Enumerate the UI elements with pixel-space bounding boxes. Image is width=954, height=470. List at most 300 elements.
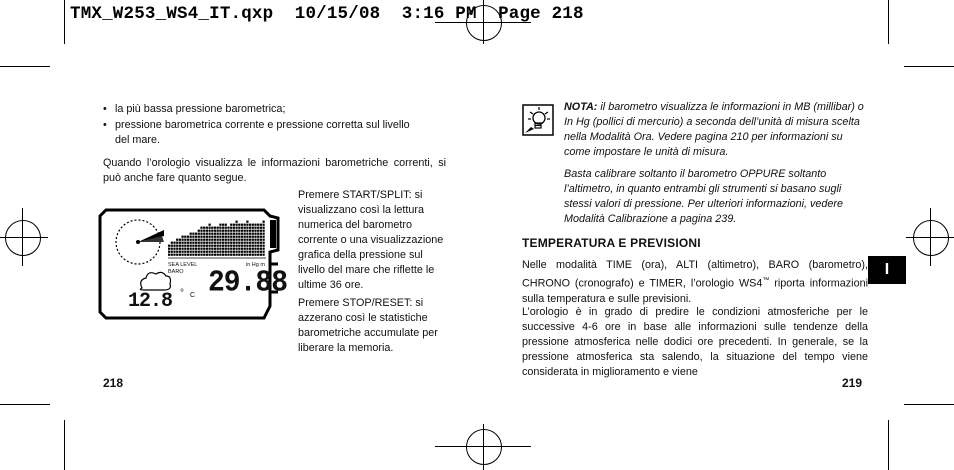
bar-segment xyxy=(233,227,235,229)
bar-segment xyxy=(249,230,251,232)
bar-segment xyxy=(246,239,248,241)
bar-segment xyxy=(184,254,186,256)
bar-segment xyxy=(230,227,232,229)
bar-segment xyxy=(260,254,262,256)
paragraph-temperature xyxy=(522,258,868,307)
bar-segment xyxy=(230,242,232,244)
bar-segment xyxy=(198,236,200,238)
bar-segment xyxy=(222,245,224,247)
bar-segment xyxy=(233,242,235,244)
bar-segment xyxy=(254,233,256,235)
bar-segment xyxy=(222,248,224,250)
bar-segment xyxy=(192,236,194,238)
bar-segment xyxy=(195,233,197,235)
bar-segment xyxy=(249,245,251,247)
bar-segment xyxy=(238,248,240,250)
bar-segment xyxy=(190,248,192,250)
bar-segment xyxy=(244,230,246,232)
bar-segment xyxy=(182,236,184,238)
bar-segment xyxy=(236,245,238,247)
bar-segment xyxy=(206,236,208,238)
bar-segment xyxy=(171,245,173,247)
bar-segment xyxy=(238,245,240,247)
bar-segment xyxy=(219,254,221,256)
bar-segment xyxy=(222,227,224,229)
bar-segment xyxy=(190,242,192,244)
bar-segment xyxy=(241,236,243,238)
file-header: TMX_W253_WS4_IT.qxp 10/15/08 3:16 PM Page 218 xyxy=(70,4,584,24)
bar-segment xyxy=(257,251,259,253)
bar-segment xyxy=(252,233,254,235)
bar-segment xyxy=(168,245,170,247)
bar-segment xyxy=(190,233,192,235)
bar-segment xyxy=(257,236,259,238)
bar-segment xyxy=(206,254,208,256)
bar-segment xyxy=(263,236,265,238)
bar-segment xyxy=(182,245,184,247)
bar-segment xyxy=(260,227,262,229)
bar-segment xyxy=(190,251,192,253)
section-heading: TEMPERATURA E PREVISIONI xyxy=(522,236,701,250)
bar-segment xyxy=(236,224,238,226)
bar-segment xyxy=(195,245,197,247)
bar-segment xyxy=(211,251,213,253)
intro-paragraph: Quando l’orologio visualizza le informazioni barometriche correnti, si può anche fare quanto segue. xyxy=(103,157,446,184)
bar-segment xyxy=(214,236,216,238)
bar-segment xyxy=(263,227,265,229)
bar-segment xyxy=(238,254,240,256)
bar-segment xyxy=(182,251,184,253)
callout-stop-reset: Premere STOP/RESET: si azzerano così le statistiche barometriche accumulate per liberare la memoria. xyxy=(298,297,438,354)
list-item: • pressione barometrica corrente e pressione corretta sul livello del mare. xyxy=(103,118,425,148)
bar-segment xyxy=(233,245,235,247)
bar-segment xyxy=(260,251,262,253)
bar-segment xyxy=(214,227,216,229)
bar-segment xyxy=(225,242,227,244)
bar-segment xyxy=(254,230,256,232)
lightbulb-icon xyxy=(522,104,554,136)
bar-segment xyxy=(230,233,232,235)
bar-segment xyxy=(203,245,205,247)
bar-segment xyxy=(236,248,238,250)
bar-segment xyxy=(203,254,205,256)
bar-segment xyxy=(246,254,248,256)
bar-segment xyxy=(187,248,189,250)
bar-segment xyxy=(244,251,246,253)
bar-segment xyxy=(244,233,246,235)
bar-segment xyxy=(225,227,227,229)
bar-segment xyxy=(217,230,219,232)
bar-segment xyxy=(225,245,227,247)
bar-segment xyxy=(233,230,235,232)
bar-segment xyxy=(211,239,213,241)
bar-segment xyxy=(257,224,259,226)
bar-segment xyxy=(176,251,178,253)
bar-segment xyxy=(184,245,186,247)
bar-segment xyxy=(252,239,254,241)
bar-segment xyxy=(209,239,211,241)
bar-segment xyxy=(219,233,221,235)
bar-segment xyxy=(209,227,211,229)
bar-segment xyxy=(195,239,197,241)
bar-segment xyxy=(225,224,227,226)
bar-segment xyxy=(254,248,256,250)
note-label: NOTA: xyxy=(564,101,598,113)
bar-segment xyxy=(254,254,256,256)
bar-segment xyxy=(249,254,251,256)
bar-segment xyxy=(211,254,213,256)
bar-segment xyxy=(236,221,238,223)
bar-segment xyxy=(222,224,224,226)
callout-start-split: Premere START/SPLIT: si visualizzano così la lettura numerica del barometro corrente o una visualizzazione grafica della pressione sul livello del mare che riflette le ultime 36 ore. xyxy=(298,189,444,291)
bar-segment xyxy=(260,245,262,247)
bar-segment xyxy=(214,242,216,244)
bar-segment xyxy=(217,233,219,235)
bar-segment xyxy=(222,242,224,244)
bar-segment xyxy=(192,242,194,244)
bar-segment xyxy=(217,245,219,247)
bar-segment xyxy=(227,239,229,241)
bar-segment xyxy=(195,251,197,253)
bar-segment xyxy=(233,248,235,250)
bar-segment xyxy=(171,242,173,244)
bar-segment xyxy=(200,236,202,238)
bar-segment xyxy=(198,230,200,232)
bar-segment xyxy=(173,251,175,253)
bar-segment xyxy=(203,233,205,235)
bar-segment xyxy=(200,251,202,253)
bar-segment xyxy=(203,230,205,232)
bar-segment xyxy=(209,236,211,238)
bar-segment xyxy=(244,245,246,247)
bar-segment xyxy=(219,251,221,253)
trademark-symbol: ™ xyxy=(762,277,770,284)
bar-segment xyxy=(241,245,243,247)
bar-segment xyxy=(179,254,181,256)
bar-segment xyxy=(263,233,265,235)
bar-segment xyxy=(203,242,205,244)
bar-segment xyxy=(209,245,211,247)
bar-segment xyxy=(263,254,265,256)
bar-segment xyxy=(263,245,265,247)
bar-segment xyxy=(263,239,265,241)
bar-segment xyxy=(217,251,219,253)
crop-mark xyxy=(888,420,889,470)
bar-segment xyxy=(246,245,248,247)
bar-segment xyxy=(217,227,219,229)
bar-segment xyxy=(211,248,213,250)
bar-segment xyxy=(168,254,170,256)
bar-segment xyxy=(252,251,254,253)
bar-segment xyxy=(246,251,248,253)
bar-segment xyxy=(190,254,192,256)
bar-segment xyxy=(227,242,229,244)
bar-segment xyxy=(252,236,254,238)
bar-segment xyxy=(254,245,256,247)
bar-segment xyxy=(241,224,243,226)
bullet-list xyxy=(103,102,425,149)
bar-segment xyxy=(200,254,202,256)
crop-mark xyxy=(0,66,50,67)
bar-segment xyxy=(198,239,200,241)
bar-segment xyxy=(244,224,246,226)
bar-segment xyxy=(206,239,208,241)
bar-segment xyxy=(252,242,254,244)
bar-segment xyxy=(211,245,213,247)
crop-mark xyxy=(888,0,889,44)
bar-segment xyxy=(236,242,238,244)
bar-segment xyxy=(187,239,189,241)
bar-segment xyxy=(168,251,170,253)
temperature-reading: 12.8 xyxy=(128,290,173,313)
bar-segment xyxy=(257,230,259,232)
bar-segment xyxy=(244,254,246,256)
bar-segment xyxy=(206,230,208,232)
bar-segment xyxy=(249,236,251,238)
bar-segment xyxy=(227,254,229,256)
bar-segment xyxy=(260,233,262,235)
bar-segment xyxy=(211,233,213,235)
bar-segment xyxy=(219,245,221,247)
bar-segment xyxy=(198,245,200,247)
bar-segment xyxy=(195,236,197,238)
bar-segment xyxy=(227,248,229,250)
bar-segment xyxy=(200,242,202,244)
bar-segment xyxy=(195,242,197,244)
bar-segment xyxy=(252,245,254,247)
bar-segment xyxy=(263,251,265,253)
bar-segment xyxy=(254,251,256,253)
bar-segment xyxy=(209,254,211,256)
bar-segment xyxy=(244,227,246,229)
bar-segment xyxy=(200,245,202,247)
bar-segment xyxy=(176,239,178,241)
bar-segment xyxy=(214,251,216,253)
pressure-reading: 29.88 xyxy=(208,266,288,301)
unit-label: in Hg m xyxy=(246,262,265,268)
bar-segment xyxy=(171,251,173,253)
bar-segment xyxy=(219,242,221,244)
bar-segment xyxy=(195,254,197,256)
bar-segment xyxy=(230,245,232,247)
bar-segment xyxy=(233,224,235,226)
bar-segment xyxy=(249,227,251,229)
bar-segment xyxy=(203,251,205,253)
bar-segment xyxy=(257,245,259,247)
bar-segment xyxy=(200,227,202,229)
bar-segment xyxy=(206,227,208,229)
bar-segment xyxy=(225,254,227,256)
bar-segment xyxy=(200,230,202,232)
bar-segment xyxy=(176,254,178,256)
bar-segment xyxy=(203,239,205,241)
bar-segment xyxy=(254,239,256,241)
bar-segment xyxy=(206,251,208,253)
bar-segment xyxy=(184,239,186,241)
bar-segment xyxy=(184,236,186,238)
paragraph-forecast: L’orologio è in grado di predire le condizioni atmosferiche per le successive 4-6 ore in base alle informazioni sulle tendenze della pressione atmosferica nelle dodici ore precedenti. In generale, se la pressione atmosferica sta salendo, la situazione del tempo viene considerata in miglioramento e viene xyxy=(522,306,868,378)
bar-segment xyxy=(241,251,243,253)
bar-segment xyxy=(209,230,211,232)
bar-segment xyxy=(230,236,232,238)
bar-segment xyxy=(236,233,238,235)
bar-segment xyxy=(209,224,211,226)
bar-segment xyxy=(206,242,208,244)
bar-segment xyxy=(241,230,243,232)
bar-segment xyxy=(249,224,251,226)
bar-segment xyxy=(206,245,208,247)
bar-segment xyxy=(230,248,232,250)
watch-display-illustration xyxy=(98,206,288,322)
bar-segment xyxy=(190,239,192,241)
bar-segment xyxy=(206,233,208,235)
bar-segment xyxy=(222,251,224,253)
bar-segment xyxy=(246,242,248,244)
bar-segment xyxy=(246,227,248,229)
bar-segment xyxy=(257,227,259,229)
bar-segment xyxy=(198,251,200,253)
bar-segment xyxy=(227,227,229,229)
bar-segment xyxy=(236,254,238,256)
bar-segment xyxy=(238,239,240,241)
bar-segment xyxy=(249,242,251,244)
calibration-note: Basta calibrare soltanto il barometro OPPURE soltanto l’altimetro, in quanto entrambi gli strumenti si basano sugli stessi valori di pressione. Per ulteriori informazioni, vedere Modalità Calibrazione a pagina 239. xyxy=(564,168,844,225)
bar-segment xyxy=(211,236,213,238)
bar-segment xyxy=(225,251,227,253)
bar-segment xyxy=(200,239,202,241)
bar-segment xyxy=(222,254,224,256)
note-text: il barometro visualizza le informazioni in MB (millibar) o In Hg (pollici di mercurio) a seconda dell’unità di misura scelta nella Modalità Ora. Vedere pagina 210 per informazioni su come impostare le unità di misura. xyxy=(564,101,864,158)
list-item: • la più bassa pressione barometrica; xyxy=(103,102,425,117)
bar-segment xyxy=(211,227,213,229)
pressure-bar-graph xyxy=(168,221,265,256)
bar-segment xyxy=(233,236,235,238)
bar-segment xyxy=(225,239,227,241)
crop-mark xyxy=(64,0,65,44)
bar-segment xyxy=(249,233,251,235)
bar-segment xyxy=(233,233,235,235)
sea-level-label: SEA LEVEL xyxy=(168,262,198,268)
bar-segment xyxy=(214,230,216,232)
bar-segment xyxy=(236,251,238,253)
bar-segment xyxy=(252,227,254,229)
bar-segment xyxy=(171,248,173,250)
bar-segment xyxy=(219,224,221,226)
bar-segment xyxy=(190,245,192,247)
bar-segment xyxy=(260,230,262,232)
bar-segment xyxy=(211,230,213,232)
bar-segment xyxy=(187,254,189,256)
bar-segment xyxy=(249,239,251,241)
bar-segment xyxy=(203,227,205,229)
bar-segment xyxy=(260,224,262,226)
bar-segment xyxy=(257,254,259,256)
bar-segment xyxy=(184,242,186,244)
bar-segment xyxy=(227,233,229,235)
bar-segment xyxy=(246,236,248,238)
bar-segment xyxy=(219,230,221,232)
bar-segment xyxy=(217,248,219,250)
bar-segment xyxy=(176,245,178,247)
bar-segment xyxy=(230,251,232,253)
bar-segment xyxy=(198,248,200,250)
bar-segment xyxy=(222,230,224,232)
bar-segment xyxy=(214,233,216,235)
bar-segment xyxy=(190,236,192,238)
bar-segment xyxy=(233,239,235,241)
bar-segment xyxy=(263,224,265,226)
bar-segment xyxy=(225,233,227,235)
page-number-left: 218 xyxy=(103,376,124,390)
bar-segment xyxy=(192,251,194,253)
bar-segment xyxy=(211,242,213,244)
bar-segment xyxy=(182,248,184,250)
bar-segment xyxy=(260,248,262,250)
bar-segment xyxy=(252,254,254,256)
bar-segment xyxy=(209,251,211,253)
crop-mark xyxy=(64,420,65,470)
bar-segment xyxy=(209,233,211,235)
bar-segment xyxy=(260,242,262,244)
bar-segment xyxy=(238,230,240,232)
bar-segment xyxy=(173,248,175,250)
bar-segment xyxy=(187,251,189,253)
crop-mark xyxy=(0,404,50,405)
bar-segment xyxy=(187,245,189,247)
bar-segment xyxy=(238,236,240,238)
bar-segment xyxy=(192,239,194,241)
bar-segment xyxy=(254,227,256,229)
bar-segment xyxy=(230,224,232,226)
bar-segment xyxy=(200,248,202,250)
bar-segment xyxy=(257,248,259,250)
bar-segment xyxy=(219,227,221,229)
bar-segment xyxy=(195,248,197,250)
bar-segment xyxy=(227,230,229,232)
bar-segment xyxy=(168,248,170,250)
bar-segment xyxy=(225,248,227,250)
paragraph-temperature-text-end: riporta informazioni sulla temperatura e sulle previsioni. xyxy=(522,277,868,305)
bar-segment xyxy=(219,236,221,238)
bar-segment xyxy=(184,251,186,253)
bar-segment xyxy=(241,239,243,241)
bar-segment xyxy=(249,248,251,250)
bar-segment xyxy=(254,242,256,244)
bar-segment xyxy=(263,242,265,244)
bar-segment xyxy=(252,224,254,226)
bar-segment xyxy=(192,254,194,256)
bar-segment xyxy=(257,239,259,241)
bar-segment xyxy=(238,233,240,235)
bar-segment xyxy=(236,230,238,232)
celsius-label: C xyxy=(190,292,196,299)
bar-segment xyxy=(184,248,186,250)
bar-segment xyxy=(244,236,246,238)
bar-segment xyxy=(182,239,184,241)
bar-segment xyxy=(203,248,205,250)
crop-mark xyxy=(904,66,954,67)
bar-segment xyxy=(225,230,227,232)
bar-segment xyxy=(187,242,189,244)
bar-segment xyxy=(254,224,256,226)
bar-segment xyxy=(176,242,178,244)
bar-segment xyxy=(249,251,251,253)
bar-segment xyxy=(241,227,243,229)
bar-segment xyxy=(203,236,205,238)
bar-segment xyxy=(241,254,243,256)
bar-segment xyxy=(252,230,254,232)
bar-segment xyxy=(263,248,265,250)
